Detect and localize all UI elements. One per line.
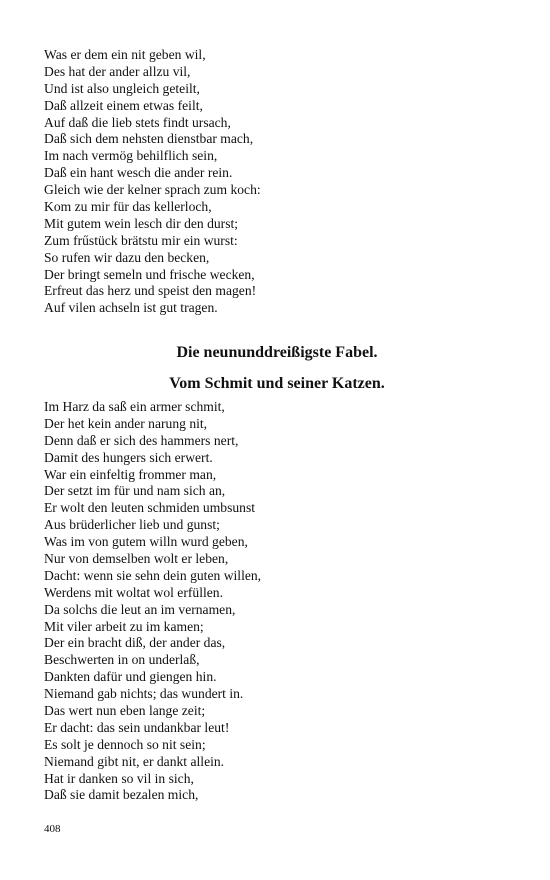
verse-line: Niemand gab nichts; das wundert in. [44, 686, 244, 702]
verse-line: Werdens mit woltat wol erfüllen. [44, 584, 223, 600]
fable-number-heading: Die neununddreißigste Fabel. [176, 344, 378, 361]
verse-line: Denn daß er sich des hammers nert, [44, 432, 239, 448]
verse-line: Kom zu mir für das kellerloch, [44, 199, 212, 215]
verse-line: Hat ir danken so vil in sich, [44, 770, 194, 786]
verse-line: Er dacht: das sein undankbar leut! [44, 719, 230, 735]
verse-line: Mit gutem wein lesch dir den durst; [44, 215, 239, 231]
verse-line: Der ein bracht diß, der ander das, [44, 635, 226, 651]
verse-line: Der het kein ander narung nit, [44, 415, 208, 431]
verse-line: Nur von demselben wolt er leben, [44, 551, 229, 567]
verse-line: Daß ein hant wesch die ander rein. [44, 165, 233, 181]
verse-line: Das wert nun eben lange zeit; [44, 703, 206, 719]
fable-title-heading: Vom Schmit und seiner Katzen. [169, 375, 385, 392]
verse-line: Auf vilen achseln ist gut tragen. [44, 300, 218, 316]
verse-line: Dacht: wenn sie sehn dein guten willen, [44, 567, 262, 583]
verse-line: Der setzt im für und nam sich an, [44, 483, 226, 499]
verse-line: Im nach vermög behilflich sein, [44, 148, 218, 164]
verse-block-2 [44, 399, 514, 804]
verse-line: Im Harz da saß ein armer schmit, [44, 399, 225, 414]
verse-line: Des hat der ander allzu vil, [44, 63, 191, 79]
verse-line: Es solt je dennoch so nit sein; [44, 736, 206, 752]
verse-line: Er wolt den leuten schmiden umbsunst [44, 500, 256, 516]
verse-line: So rufen wir dazu den becken, [44, 249, 210, 265]
verse-line: Daß sich dem nehsten dienstbar mach, [44, 131, 254, 147]
verse-line: Da solchs die leut an im vernamen, [44, 601, 236, 617]
verse-line: Gleich wie der kelner sprach zum koch: [44, 182, 261, 198]
verse-line: Was er dem ein nit geben wil, [44, 47, 206, 62]
verse-line: Mit viler arbeit zu im kamen; [44, 618, 204, 634]
verse-line: Der bringt semeln und frische wecken, [44, 266, 255, 282]
verse-line: War ein einfeltig frommer man, [44, 466, 217, 482]
verse-line: Und ist also ungleich geteilt, [44, 80, 200, 96]
verse-line: Beschwerten in on underlaß, [44, 652, 200, 668]
verse-line: Damit des hungers sich erwert. [44, 449, 213, 465]
verse-line: Zum frűstück brätstu mir ein wurst: [44, 232, 238, 248]
verse-line: Erfreut das herz und speist den magen! [44, 283, 257, 299]
verse-line: Niemand gibt nit, er dankt allein. [44, 753, 225, 769]
verse-block-1 [44, 47, 514, 317]
verse-line: Daß sie damit bezalen mich, [44, 787, 199, 803]
verse-line: Was im von gutem willn wurd geben, [44, 534, 248, 550]
page-number: 408 [44, 823, 61, 835]
verse-line: Auf daß die lieb stets findt ursach, [44, 114, 231, 130]
verse-line: Aus brüderlicher lieb und gunst; [44, 517, 220, 533]
verse-line: Dankten dafür und giengen hin. [44, 669, 217, 685]
verse-line: Daß allzeit einem etwas feilt, [44, 97, 203, 113]
